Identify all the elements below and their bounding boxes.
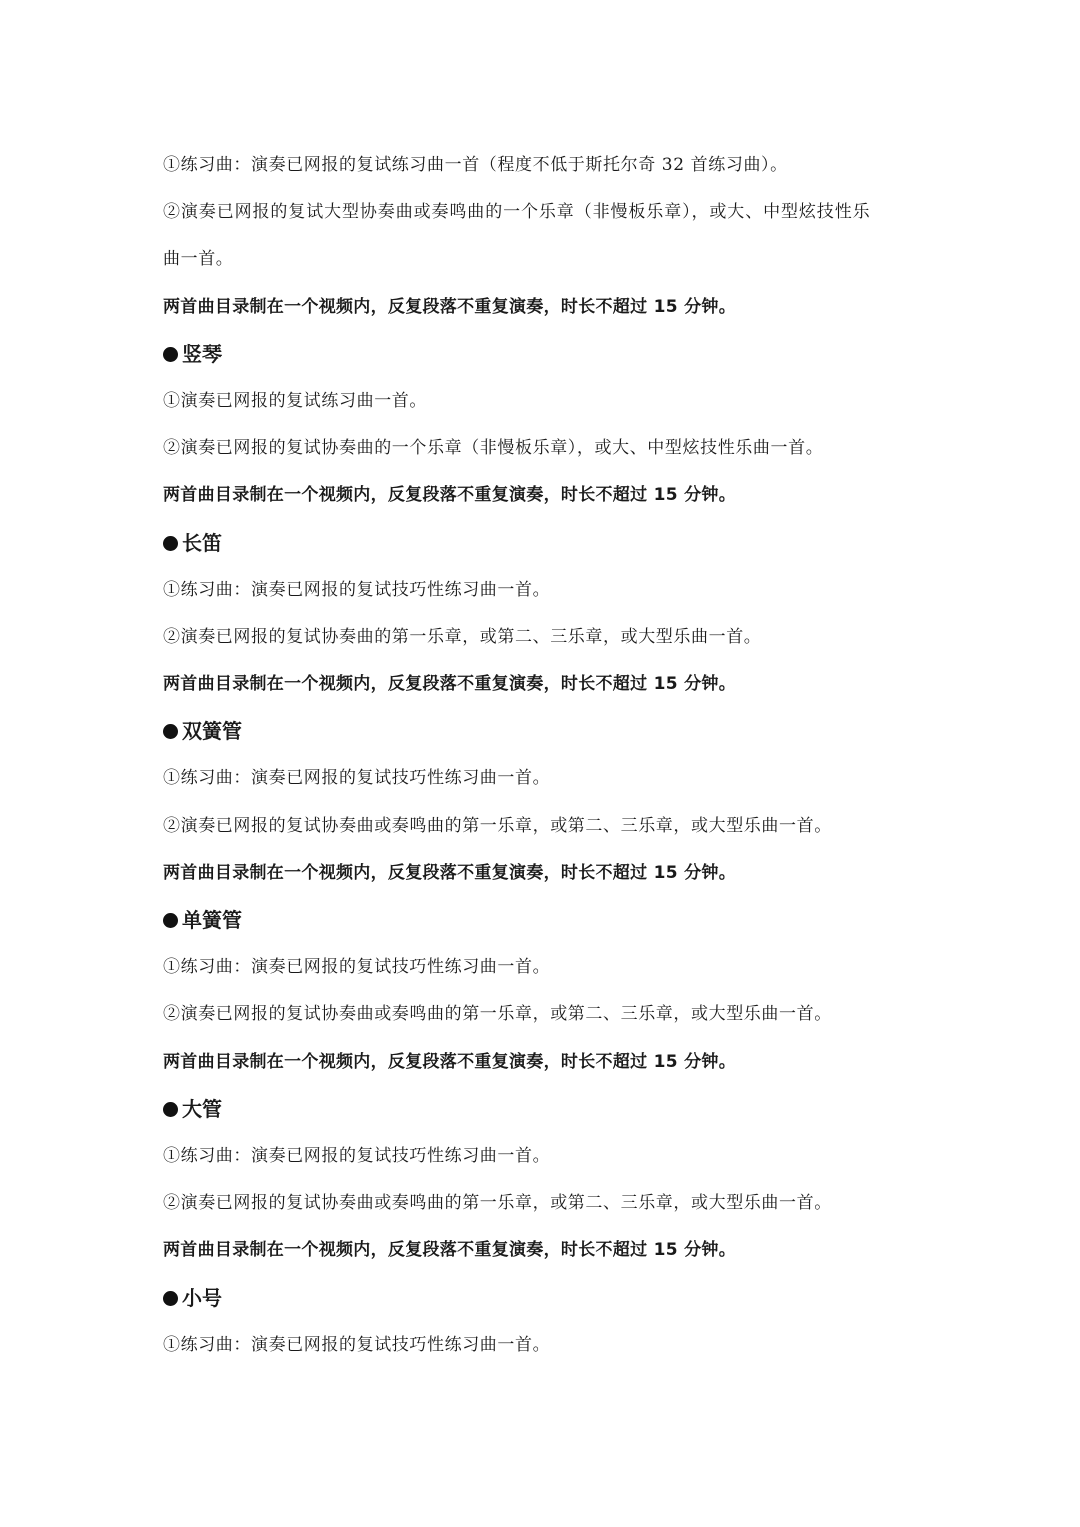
section-title: 单簧管	[182, 908, 242, 932]
section-title: 竖琴	[182, 341, 222, 366]
clarinet-recording-note: 两首曲目录制在一个视频内，反复段落不重复演奏，时长不超过 15 分钟。	[163, 1051, 736, 1072]
bullet-icon	[163, 1291, 178, 1306]
flute-item-etude: ①练习曲：演奏已网报的复试技巧性练习曲一首。	[163, 579, 551, 600]
section-heading-harp	[163, 331, 923, 378]
oboe-recording-note: 两首曲目录制在一个视频内，反复段落不重复演奏，时长不超过 15 分钟。	[163, 862, 736, 883]
harp-item-etude: ①演奏已网报的复试练习曲一首。	[163, 390, 427, 411]
intro-item-piece: ②演奏已网报的复试大型协奏曲或奏鸣曲的一个乐章（非慢板乐章），或大、中型炫技性乐	[163, 202, 871, 223]
oboe-item-etude: ①练习曲：演奏已网报的复试技巧性练习曲一首。	[163, 768, 551, 789]
section-title: 小号	[182, 1285, 222, 1310]
section-heading-trumpet	[163, 1275, 923, 1322]
section-heading-oboe	[163, 708, 923, 755]
flute-item-piece: ②演奏已网报的复试协奏曲的第一乐章，或第二、三乐章，或大型乐曲一首。	[163, 626, 762, 647]
section-heading-bassoon	[163, 1086, 923, 1133]
bassoon-item-etude: ①练习曲：演奏已网报的复试技巧性练习曲一首。	[163, 1145, 551, 1166]
section-title: 双簧管	[182, 719, 242, 744]
bullet-icon	[163, 724, 178, 739]
bassoon-item-piece: ②演奏已网报的复试协奏曲或奏鸣曲的第一乐章，或第二、三乐章，或大型乐曲一首。	[163, 1193, 832, 1214]
oboe-item-piece: ②演奏已网报的复试协奏曲或奏鸣曲的第一乐章，或第二、三乐章，或大型乐曲一首。	[163, 815, 832, 836]
bullet-icon	[163, 913, 178, 928]
bullet-icon	[163, 536, 178, 551]
intro-item-piece-continued: 曲一首。	[163, 249, 234, 270]
harp-recording-note: 两首曲目录制在一个视频内，反复段落不重复演奏，时长不超过 15 分钟。	[163, 485, 736, 506]
flute-recording-note: 两首曲目录制在一个视频内，反复段落不重复演奏，时长不超过 15 分钟。	[163, 674, 736, 695]
harp-item-piece: ②演奏已网报的复试协奏曲的一个乐章（非慢板乐章），或大、中型炫技性乐曲一首。	[163, 438, 824, 459]
trumpet-item-etude: ①练习曲：演奏已网报的复试技巧性练习曲一首。	[163, 1334, 551, 1355]
intro-item-etude: ①练习曲：演奏已网报的复试练习曲一首（程度不低于斯托尔奇 32 首练习曲）。	[163, 155, 788, 175]
clarinet-item-piece: ②演奏已网报的复试协奏曲或奏鸣曲的第一乐章，或第二、三乐章，或大型乐曲一首。	[163, 1004, 832, 1025]
clarinet-item-etude: ①练习曲：演奏已网报的复试技巧性练习曲一首。	[163, 957, 551, 978]
document-body	[163, 142, 923, 1369]
section-heading-flute	[163, 520, 923, 567]
intro-recording-note: 两首曲目录制在一个视频内，反复段落不重复演奏，时长不超过 15 分钟。	[163, 296, 736, 317]
section-heading-clarinet	[163, 897, 923, 944]
bullet-icon	[163, 1102, 178, 1117]
section-title: 大管	[182, 1096, 222, 1121]
section-title: 长笛	[182, 530, 222, 555]
bassoon-recording-note: 两首曲目录制在一个视频内，反复段落不重复演奏，时长不超过 15 分钟。	[163, 1240, 736, 1261]
bullet-icon	[163, 347, 178, 362]
